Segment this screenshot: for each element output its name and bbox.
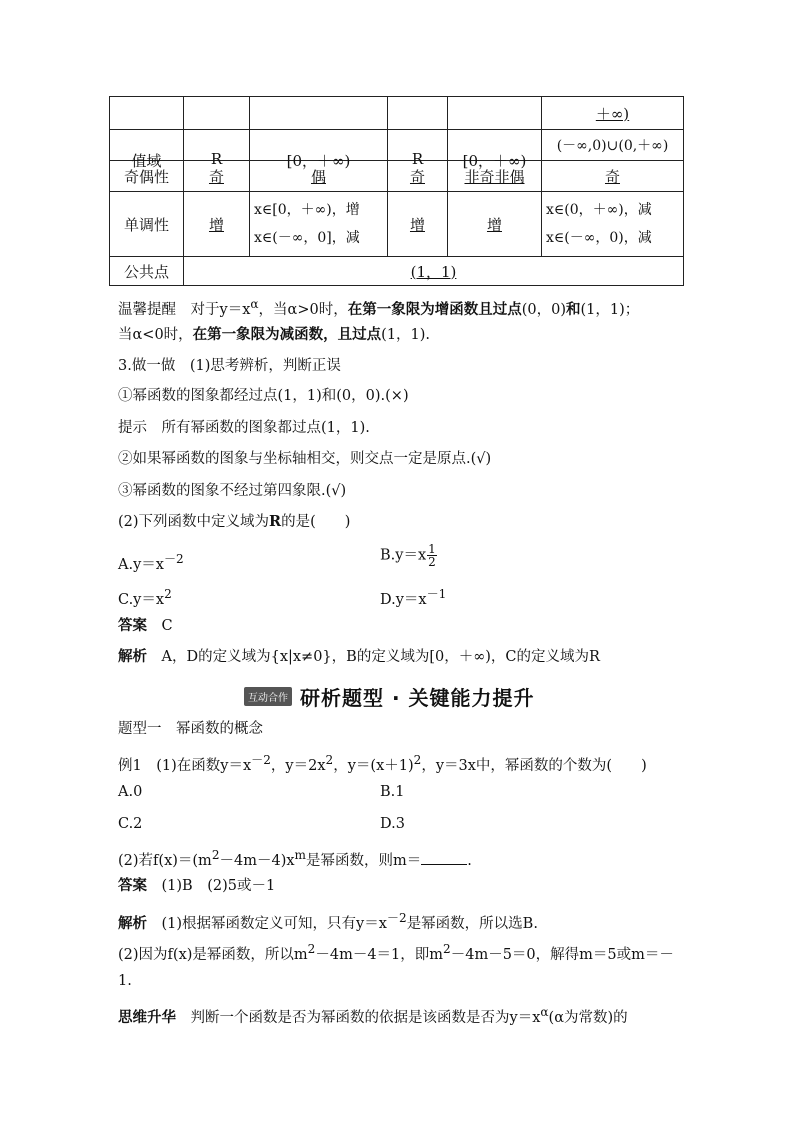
table-row-parity: 奇偶性 奇 偶 奇 非奇非偶 奇 xyxy=(110,161,684,192)
practice-option-d: $D.y=x^{-1}$ xyxy=(380,587,447,608)
practice-header: 3.做一做 (1)思考辨析，判断正误 xyxy=(118,358,341,374)
example1-answer: 答案 (1)B (2)5或－1 xyxy=(118,877,276,894)
row-label-common-point: 公共点 xyxy=(110,257,184,286)
practice-hint: 提示 所有幂函数的图象都过点(1，1). xyxy=(118,420,370,436)
example1-option-d: D.3 xyxy=(380,816,405,832)
example1-option-c: C.2 xyxy=(118,816,143,832)
example1-q2: (2)若$f(x)=(m^2-4m-4)x^m$是幂函数，则m＝ . xyxy=(118,848,472,869)
practice-option-c: $C.y=x^2$ xyxy=(118,587,172,608)
type1-title: 题型一 幂函数的概念 xyxy=(118,721,263,737)
tip-line-2: 当α<0时，在第一象限为减函数，且过点(1，1). xyxy=(118,326,431,343)
practice-q3: ③幂函数的图象不经过第四象限.(√) xyxy=(118,483,347,499)
tip-line-1: 温馨提醒 对于$y=x^\alpha$，当α>0时，在第一象限为增函数且过点(0，0)和(1，1)； xyxy=(118,297,640,318)
example1-analysis-2: (2)因为f(x)是幂函数，所以$m^2-4m-4=1$，即$m^2-4m-5=0$，解得m＝5或m＝－ xyxy=(118,942,674,963)
section-heading xyxy=(244,682,535,711)
power-function-properties-table xyxy=(109,96,684,286)
table-row-monotonicity: 单调性 增 x∈[0，＋∞)，增 x∈(－∞，0]，减 增 增 x∈(0，＋∞)，减 x∈(－∞，0)，减 xyxy=(110,192,684,257)
fraction-exponent: $\frac{1}{2}$ xyxy=(428,542,436,569)
example1-q1: 例1 (1)在函数$y=x^{-2}$，$y=2x^2$，$y=(x+1)^2$，y＝3x中，幂函数的个数为( ) xyxy=(118,753,647,774)
example1-analysis-2-cont: 1. xyxy=(118,973,132,989)
domain-tail-cell: ＋∞) xyxy=(542,97,684,130)
answer-blank xyxy=(421,850,467,865)
example1-analysis-1: 解析 (1)根据幂函数定义可知，只有$y=x^{-2}$是幂函数，所以选B. xyxy=(118,911,538,932)
practice-option-a: $A.y=x^{-2}$ xyxy=(118,552,184,573)
thinking-summary: 思维升华 判断一个函数是否为幂函数的依据是该函数是否为$y=x^\alpha(\alpha$为常数)的 xyxy=(118,1005,628,1026)
section-badge: 互动合作 xyxy=(244,687,292,706)
practice-answer: 答案 C xyxy=(118,617,173,634)
table-row-common-point: 公共点 (1，1) xyxy=(110,257,684,286)
practice-option-b: B.y＝x $\frac{1}{2}$ xyxy=(380,542,436,569)
table-row-range: 值域 R [0，＋∞) R [0，＋∞) (－∞,0)∪(0,＋∞) xyxy=(110,130,684,161)
row-label-parity: 奇偶性 xyxy=(110,161,184,192)
range-cell-reciprocal: (－∞,0)∪(0,＋∞) xyxy=(542,130,684,161)
practice-q2: ②如果幂函数的图象与坐标轴相交，则交点一定是原点.(√) xyxy=(118,451,492,467)
table-row-domain-tail xyxy=(110,97,684,130)
example1-option-a: A.0 xyxy=(118,784,143,800)
practice-q1: ①幂函数的图象都经过点(1，1)和(0，0).(×) xyxy=(118,388,409,404)
practice-q4: (2)下列函数中定义域为R的是( ) xyxy=(118,513,351,530)
practice-analysis: 解析 A，D的定义域为{x|x≠0}，B的定义域为[0，＋∞)，C的定义域为R xyxy=(118,648,600,665)
section-title: 研析题型 · 关键能力提升 xyxy=(300,686,535,710)
example1-option-b: B.1 xyxy=(380,784,405,800)
row-label-monotonicity: 单调性 xyxy=(110,192,184,257)
row-label-range: 值域 xyxy=(131,152,162,170)
